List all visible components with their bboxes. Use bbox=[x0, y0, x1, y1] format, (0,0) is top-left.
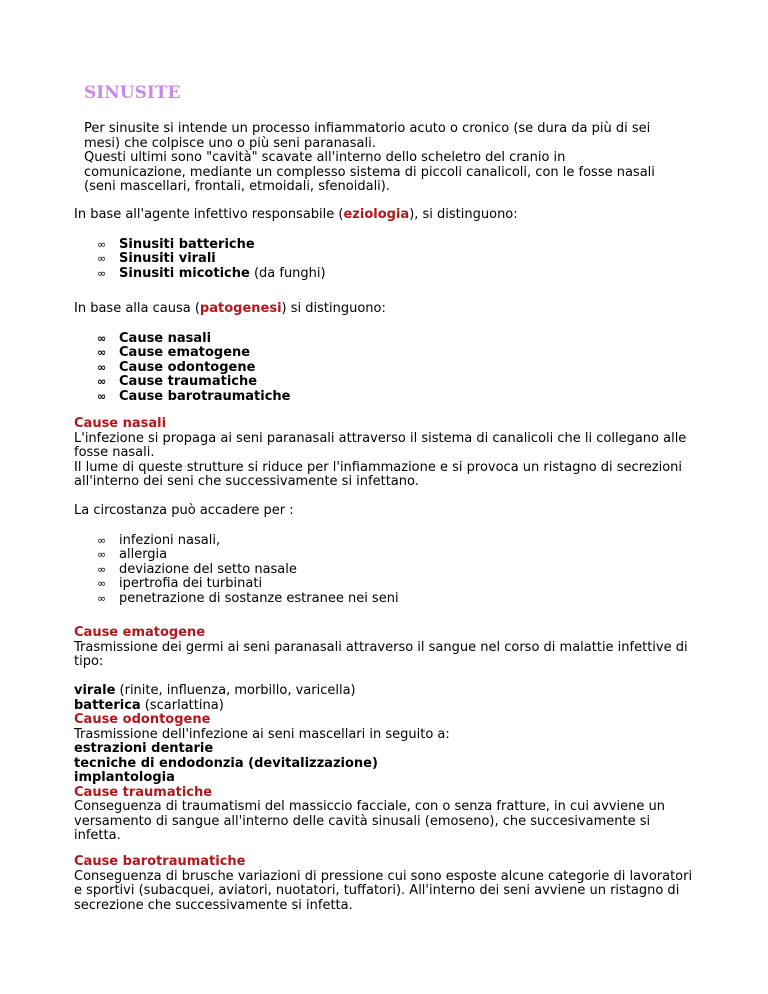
infinity-bullet-icon: ∞ bbox=[97, 389, 107, 403]
list-item: ∞ Cause odontogene bbox=[97, 359, 256, 375]
patogenesi-intro: In base alla causa (patogenesi) si distinguono: bbox=[74, 301, 386, 316]
infinity-bullet-icon: ∞ bbox=[97, 252, 107, 265]
virale-line: virale (rinite, influenza, morbillo, varicella) bbox=[74, 683, 356, 698]
infinity-bullet-icon: ∞ bbox=[97, 577, 107, 590]
text-line: Trasmissione dell'infezione ai seni mascellari in seguito a: bbox=[74, 726, 450, 742]
nasali-circostanze bbox=[74, 504, 699, 606]
text-line: fosse nasali. bbox=[74, 445, 155, 460]
ematogene-heading: Cause ematogene bbox=[74, 625, 206, 640]
ematogene-section bbox=[74, 626, 699, 670]
intro-paragraph bbox=[84, 122, 709, 195]
nasali-list bbox=[74, 534, 699, 607]
patogenesi-list bbox=[74, 332, 699, 405]
infinity-bullet-icon: ∞ bbox=[97, 591, 107, 605]
list-item: ∞ penetrazione di sostanze estranee nei seni bbox=[97, 590, 399, 606]
infinity-bullet-icon: ∞ bbox=[97, 360, 107, 374]
text-line: e sportivi (subacquei, aviatori, nuotatori, tuffatori). All'interno dei seni avviene un ristagno di bbox=[74, 883, 680, 898]
barotraumatiche-section bbox=[74, 855, 699, 913]
text-line: L'infezione si propaga ai seni paranasali attraverso il sistema di canalicoli che li collegano alle bbox=[74, 430, 687, 446]
odontogene-heading: Cause odontogene bbox=[74, 712, 211, 727]
barotraumatiche-heading: Cause barotraumatiche bbox=[74, 854, 246, 869]
text-line: Il lume di queste strutture si riduce per l'infiammazione e si provoca un ristagno di secrezioni bbox=[74, 459, 682, 475]
nasali-section bbox=[74, 417, 699, 490]
list-item: ∞ Cause ematogene bbox=[97, 345, 251, 360]
list-item: ∞ ipertrofia dei turbinati bbox=[97, 576, 263, 591]
infinity-bullet-icon: ∞ bbox=[97, 331, 107, 345]
page-title: SINUSITE bbox=[84, 83, 181, 103]
text-line: infetta. bbox=[74, 828, 121, 843]
intro-line: Per sinusite si intende un processo infiammatorio acuto o cronico (se dura da più di sei bbox=[84, 121, 651, 136]
intro-line: Questi ultimi sono "cavità" scavate all'interno dello scheletro del cranio in bbox=[84, 150, 566, 165]
eziologia-keyword: eziologia bbox=[343, 207, 410, 222]
eziologia-intro: In base all'agente infettivo responsabile (eziologia), si distinguono: bbox=[74, 207, 518, 222]
list-item: ∞ allergia bbox=[97, 547, 168, 562]
infinity-bullet-icon: ∞ bbox=[97, 237, 107, 251]
intro-line: (seni mascellari, frontali, etmoidali, sfenoidali). bbox=[84, 179, 390, 194]
infinity-bullet-icon: ∞ bbox=[97, 266, 107, 280]
list-item: ∞ Cause barotraumatiche bbox=[97, 388, 291, 404]
batterica-line: batterica (scarlattina) bbox=[74, 697, 224, 713]
list-item: ∞ Cause traumatiche bbox=[97, 374, 258, 389]
odontogene-item: estrazioni dentarie bbox=[74, 741, 214, 756]
list-item: ∞ infezioni nasali, bbox=[97, 532, 221, 548]
text-line: Conseguenza di traumatismi del massiccio facciale, con o senza fratture, in cui avviene un bbox=[74, 799, 665, 814]
text-line: Conseguenza di brusche variazioni di pressione cui sono esposte alcune categorie di lavoratori bbox=[74, 868, 693, 884]
patogenesi-section bbox=[74, 302, 699, 404]
eziologia-section bbox=[74, 208, 699, 281]
list-item: ∞ Cause nasali bbox=[97, 330, 212, 346]
intro-line: comunicazione, mediante un complesso sistema di piccoli canalicoli, con le fosse nasali bbox=[84, 164, 655, 180]
list-item: ∞ Sinusiti batteriche bbox=[97, 236, 255, 252]
text-line: secrezione che successivamente si infetta. bbox=[74, 897, 353, 913]
list-item: ∞ deviazione del setto nasale bbox=[97, 561, 297, 577]
infinity-bullet-icon: ∞ bbox=[97, 548, 107, 561]
patogenesi-keyword: patogenesi bbox=[199, 301, 282, 316]
ematogene-odontogene-block bbox=[74, 684, 699, 844]
intro-line: mesi) che colpisce uno o più seni paranasali. bbox=[84, 135, 376, 151]
traumatiche-heading: Cause traumatiche bbox=[74, 784, 213, 800]
text-line: tipo: bbox=[74, 654, 104, 669]
list-item: ∞ Sinusiti virali bbox=[97, 251, 216, 266]
nasali-heading: Cause nasali bbox=[74, 416, 167, 431]
text-line: Trasmissione dei germi ai seni paranasali attraverso il sangue nel corso di malattie infettive di bbox=[74, 639, 688, 655]
text-line: all'interno dei seni che successivamente si infettano. bbox=[74, 474, 419, 489]
odontogene-item: implantologia bbox=[74, 770, 175, 785]
infinity-bullet-icon: ∞ bbox=[97, 562, 107, 576]
infinity-bullet-icon: ∞ bbox=[97, 533, 107, 547]
infinity-bullet-icon: ∞ bbox=[97, 346, 107, 359]
circostanza-text: La circostanza può accadere per : bbox=[74, 503, 294, 518]
text-line: versamento di sangue all'interno delle cavità sinusali (emoseno), che succesivamente si bbox=[74, 813, 651, 829]
eziologia-list bbox=[74, 238, 699, 282]
infinity-bullet-icon: ∞ bbox=[97, 375, 107, 388]
list-item: ∞ Sinusiti micotiche (da funghi) bbox=[97, 265, 326, 281]
odontogene-item: tecniche di endodonzia (devitalizzazione) bbox=[74, 755, 378, 771]
